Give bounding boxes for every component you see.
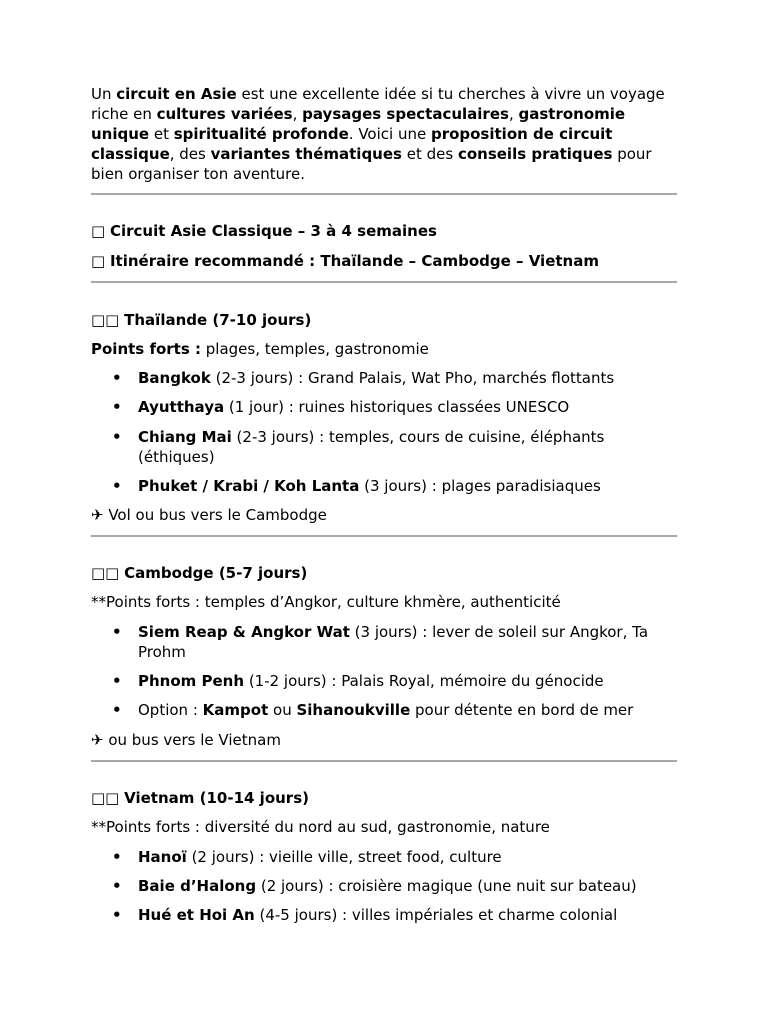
transfer-note: ✈ Vol ou bus vers le Cambodge	[91, 506, 327, 524]
divider	[91, 535, 677, 537]
item-text: (2 jours) : vieille ville, street food, culture	[186, 848, 502, 866]
bullet: •	[112, 369, 122, 387]
list-item	[138, 397, 678, 417]
bullet: •	[112, 398, 122, 416]
item-text: (2 jours) : croisière magique (une nuit sur bateau)	[256, 877, 637, 895]
transfer-note: ✈ ou bus vers le Vietnam	[91, 731, 281, 749]
item-text: (3 jours) : lever de soleil sur Angkor, Ta Prohm	[138, 623, 649, 661]
bullet: •	[112, 672, 122, 690]
item-text: (4-5 jours) : villes impériales et charme colonial	[254, 906, 618, 924]
bullet: •	[112, 623, 122, 641]
item-name: Kampot	[202, 701, 269, 719]
bullet: •	[112, 701, 122, 719]
intro-bold: conseils pratiques	[457, 145, 613, 163]
item-name: Siem Reap & Angkor Wat	[138, 623, 350, 641]
list-item	[138, 368, 678, 388]
circuit-title-text: Circuit Asie Classique – 3 à 4 semaines	[109, 222, 437, 240]
intro-bold: paysages spectaculaires	[302, 105, 509, 123]
points-forts: **Points forts : temples d’Angkor, culture khmère, authenticité	[91, 593, 561, 611]
list-item	[138, 427, 638, 467]
item-name: Chiang Mai	[138, 428, 232, 446]
bullet: •	[112, 848, 122, 866]
list-item	[138, 622, 668, 662]
intro-paragraph	[91, 84, 671, 184]
item-text: (1-2 jours) : Palais Royal, mémoire du génocide	[244, 672, 604, 690]
flag-icon: □□	[91, 789, 120, 807]
item-text: (2-3 jours) : temples, cours de cuisine, éléphants (éthiques)	[138, 428, 605, 466]
section-heading-text: Vietnam (10-14 jours)	[124, 789, 309, 807]
circuit-itinerary-text: Itinéraire recommandé : Thaïlande – Cambodge – Vietnam	[109, 252, 599, 270]
list-item	[138, 671, 678, 691]
intro-bold: cultures variées	[156, 105, 293, 123]
intro-bold: proposition de circuit classique	[91, 125, 613, 163]
points-forts	[91, 339, 429, 359]
item-name: Phnom Penh	[138, 672, 245, 690]
section-heading-thailand	[91, 310, 311, 330]
intro-bold: circuit en Asie	[116, 85, 237, 103]
item-name: Hué et Hoi An	[138, 906, 255, 924]
item-text: ou	[268, 701, 297, 719]
circuit-itinerary	[91, 251, 599, 271]
points-label: Points forts :	[91, 340, 201, 358]
list-item	[138, 876, 678, 896]
list-item	[138, 905, 678, 925]
intro-text: , des	[169, 145, 211, 163]
item-name: Sihanoukville	[296, 701, 411, 719]
points-forts: **Points forts : diversité du nord au sud, gastronomie, nature	[91, 818, 550, 836]
intro-text: ,	[292, 105, 303, 123]
intro-text: Un	[91, 85, 117, 103]
item-name: Phuket / Krabi / Koh Lanta	[138, 477, 360, 495]
item-text: Option :	[138, 701, 203, 719]
intro-text: est une excellente idée si tu cherches à vivre un voyage riche en	[91, 85, 665, 123]
list-item	[138, 476, 678, 496]
section-heading-text: Thaïlande (7-10 jours)	[124, 311, 312, 329]
item-name: Ayutthaya	[138, 398, 225, 416]
section-heading-text: Cambodge (5-7 jours)	[124, 564, 308, 582]
bullet: •	[112, 906, 122, 924]
bullet: •	[112, 877, 122, 895]
item-name: Hanoï	[138, 848, 187, 866]
item-name: Bangkok	[138, 369, 211, 387]
bullet: •	[112, 428, 122, 446]
placeholder-glyph-icon: □	[91, 222, 106, 240]
list-item	[138, 847, 678, 867]
intro-text: et des	[401, 145, 458, 163]
flag-icon: □□	[91, 311, 120, 329]
divider	[91, 760, 677, 762]
intro-bold: gastronomie unique	[91, 105, 626, 143]
item-text: pour détente en bord de mer	[410, 701, 634, 719]
intro-bold: variantes thématiques	[210, 145, 402, 163]
intro-text: et	[149, 125, 174, 143]
item-text: (1 jour) : ruines historiques classées UNESCO	[224, 398, 570, 416]
intro-text: pour bien organiser ton aventure.	[91, 145, 652, 183]
flag-icon: □□	[91, 564, 120, 582]
intro-text: . Voici une	[348, 125, 431, 143]
list-item	[138, 700, 678, 720]
item-text: (2-3 jours) : Grand Palais, Wat Pho, marchés flottants	[210, 369, 615, 387]
bullet: •	[112, 477, 122, 495]
placeholder-glyph-icon: □	[91, 252, 106, 270]
points-text: plages, temples, gastronomie	[201, 340, 429, 358]
divider	[91, 193, 677, 195]
section-heading-vietnam	[91, 788, 309, 808]
divider	[91, 281, 677, 283]
item-text: (3 jours) : plages paradisiaques	[359, 477, 601, 495]
item-name: Baie d’Halong	[138, 877, 257, 895]
circuit-title	[91, 221, 437, 241]
section-heading-cambodia	[91, 563, 307, 583]
intro-bold: spiritualité profonde	[173, 125, 349, 143]
intro-text: ,	[508, 105, 519, 123]
